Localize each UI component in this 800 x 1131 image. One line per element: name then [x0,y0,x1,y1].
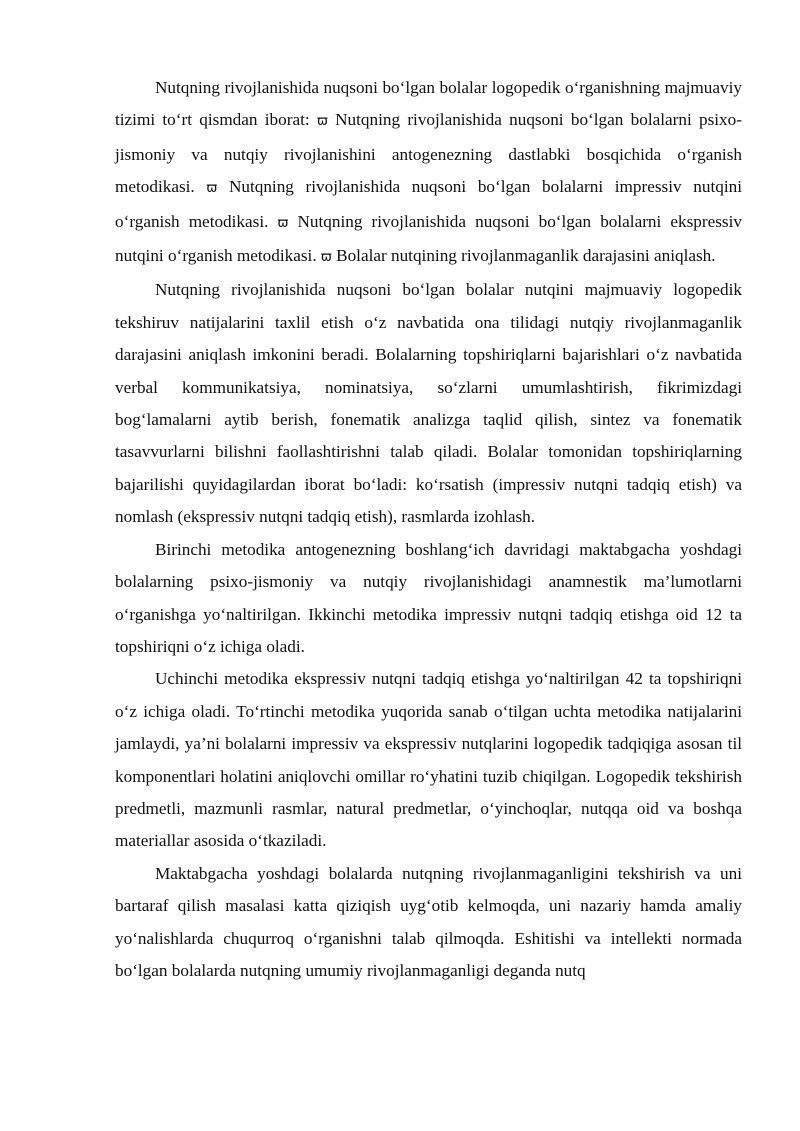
list-item-3: Nutqning rivojlanishida nuqsoni bo‘lgan bolalarni ekspressiv nutqini o‘rganish metodikasi. [115,211,742,266]
list-item-1: Nutqning rivojlanishida nuqsoni bo‘lgan bolalarni psixo-jismoniy va nutqiy rivojlanishini antogenezning dastlabki bosqichida o‘rganish metodikasi. [115,110,742,197]
paragraph-4: Uchinchi metodika ekspressiv nutqni tadqiq etishga yo‘naltirilgan 42 ta topshiriqni o‘z ichiga oladi. To‘rtinchi metodika yuqorida sanab o‘tilgan uchta metodika natijalarini jamlaydi, ya’ni bolalarni impressiv va ekspressiv nutqlarini logopedik tadqiqiga asosan til komponentlari holatini aniqlovchi omillar ro‘yhatini tuzib chiqilgan. Logopedik tekshirish predmetli, mazmunli rasmlar, natural predmetlar, o‘yinchoqlar, nutqqa oid va boshqa materiallar asosida o‘tkaziladi. [115,669,742,851]
paragraph-1-intro: Nutqning rivojlanishida nuqsoni bo‘lgan bolalar logopedik o‘rganishning majmuaviy tizimi to‘rt qismdan iborat: [115,78,742,130]
list-item-2: Nutqning rivojlanishida nuqsoni bo‘lgan bolalarni impressiv nutqini o‘rganish metodikasi. [115,177,742,231]
bullet-icon: ϖ [316,114,328,130]
bullet-icon: ϖ [206,181,218,197]
bullet-icon: ϖ [277,215,289,231]
document-body [115,72,742,987]
paragraph-5: Maktabgacha yoshdagi bolalarda nutqning rivojlanmaganligini tekshirish va uni bartaraf qilish masalasi katta qiziqish uyg‘otib kelmoqda, uni nazariy hamda amaliy yo‘nalishlarda chuqurroq o‘rganishni talab qilmoqda. Eshitishi va intellekti normada bo‘lgan bolalarda nutqning umumiy rivojlanmaganligi deganda nutq [115,863,742,980]
bullet-icon: ϖ [320,250,332,266]
paragraph-3: Birinchi metodika antogenezning boshlang‘ich davridagi maktabgacha yoshdagi bolalarning psixo-jismoniy va nutqiy rivojlanishidagi anamnestik ma’lumotlarni o‘rganishga yo‘naltirilgan. Ikkinchi metodika impressiv nutqni tadqiq etishga oid 12 ta topshiriqni o‘z ichiga oladi. [115,539,742,656]
list-item-4: Bolalar nutqining rivojlanmaganlik darajasini aniqlash. [331,246,716,266]
paragraph-2: Nutqning rivojlanishida nuqsoni bo‘lgan bolalar nutqini majmuaviy logopedik tekshiruv natijalarini taxlil etish o‘z navbatida ona tilidagi nutqiy rivojlanmaganlik darajasini aniqlash imkonini beradi. Bolalarning topshiriqlarni bajarishlari o‘z navbatida verbal kommunikatsiya, nominatsiya, so‘zlarni umumlashtirish, fikrimizdagi bog‘lamalarni aytib berish, fonematik analizga taqlid qilish, sintez va fonematik tasavvurlarni bilishni faollashtirishni talab qiladi. Bolalar tomonidan topshiriqlarning bajarilishi quyidagilardan iborat bo‘ladi: ko‘rsatish (impressiv nutqni tadqiq etish) va nomlash (ekspressiv nutqni tadqiq etish), rasmlarda izohlash. [115,280,742,527]
paragraph-1 [115,72,742,274]
